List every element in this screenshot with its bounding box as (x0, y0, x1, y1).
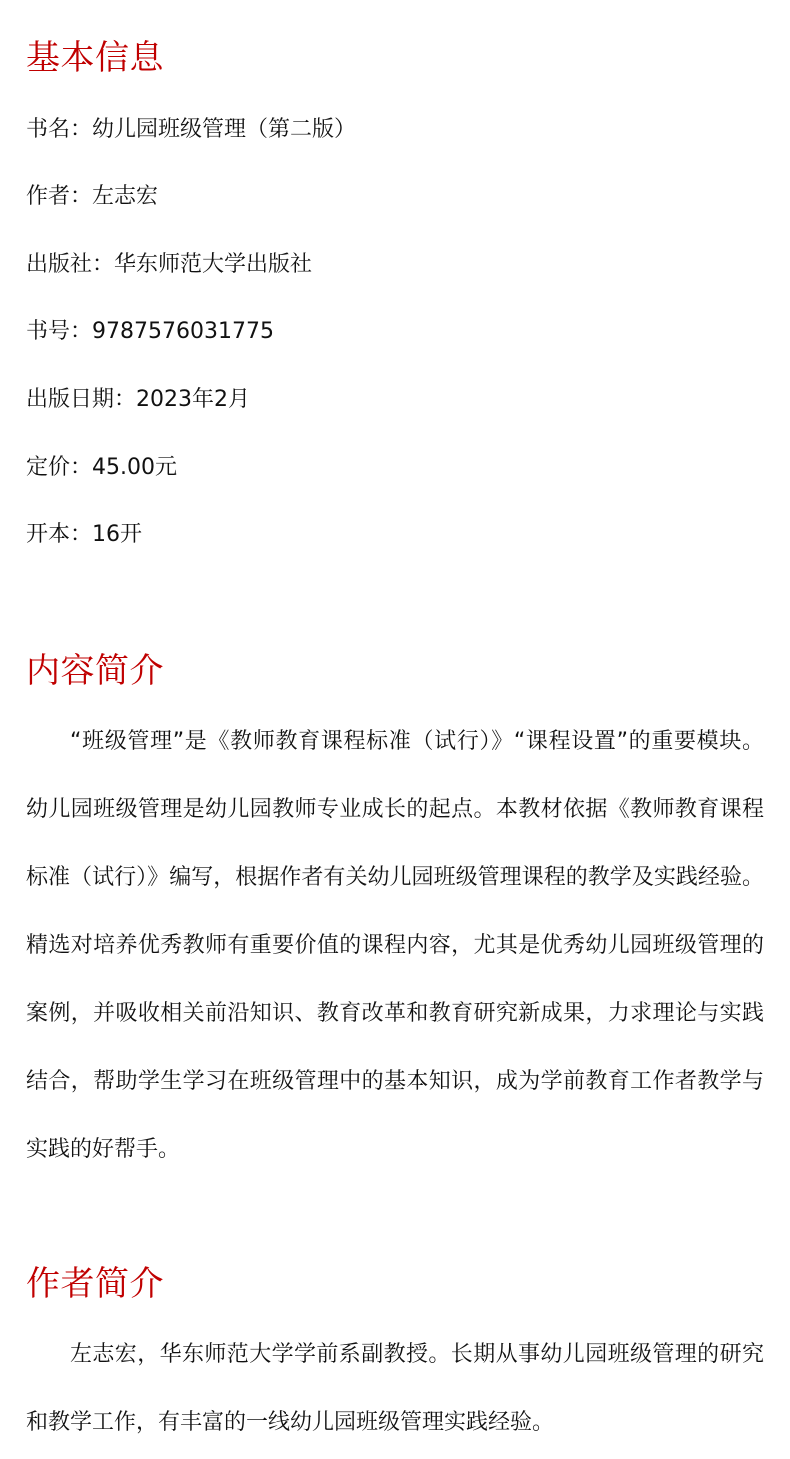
isbn-line: 书号：9787576031775 (26, 319, 274, 344)
author-intro-paragraph: 左志宏，华东师范大学学前系副教授。长期从事幼儿园班级管理的研究和教学工作，有丰富的一线幼儿园班级管理实践经验。 (26, 1342, 764, 1435)
author-line: 作者：左志宏 (26, 184, 159, 209)
format-line: 开本：16开 (26, 522, 142, 547)
publisher-line: 出版社：华东师范大学出版社 (26, 252, 313, 277)
author-intro-heading: 作者简介 (26, 1264, 164, 1304)
pub-date-line: 出版日期：2023年2月 (26, 387, 250, 412)
price-line: 定价：45.00元 (26, 455, 177, 480)
basic-info-heading: 基本信息 (26, 38, 164, 78)
book-name-line: 书名：幼儿园班级管理（第二版） (26, 117, 357, 142)
summary-heading: 内容简介 (26, 651, 164, 691)
summary-paragraph: “班级管理”是《教师教育课程标准（试行）》“课程设置”的重要模块。幼儿园班级管理是幼儿园教师专业成长的起点。本教材依据《教师教育课程标准（试行）》编写，根据作者有关幼儿园班级管理课程的教学及实践经验。精选对培养优秀教师有重要价值的课程内容，尤其是优秀幼儿园班级管理的案例，并吸收相关前沿知识、教育改革和教育研究新成果，力求理论与实践结合，帮助学生学习在班级管理中的基本知识，成为学前教育工作者教学与实践的好帮手。 (26, 729, 764, 1162)
